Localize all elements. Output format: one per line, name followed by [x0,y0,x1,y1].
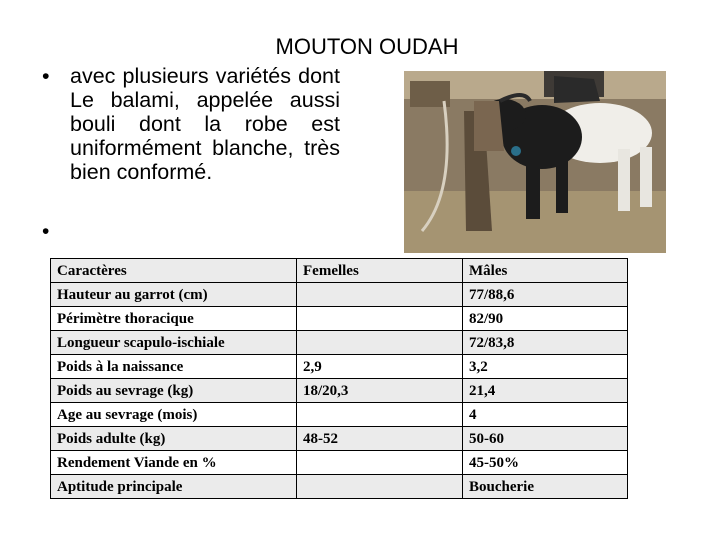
table-cell: 48-52 [297,427,463,451]
slide-title: MOUTON OUDAH [275,34,459,59]
table-row [51,355,628,379]
table-cell: Hauteur au garrot (cm) [51,283,297,307]
header-cell: Caractères [51,259,297,283]
table-cell: Aptitude principale [51,475,297,499]
table-cell: Boucherie [463,475,628,499]
table-cell: 45-50% [463,451,628,475]
table-cell: 4 [463,403,628,427]
bullet-item-1 [40,64,340,184]
table-cell [297,403,463,427]
table-cell [297,451,463,475]
bullet-text: avec plusieurs variétés dont Le balami, appelée aussi bouli dont la robe est uniformément blanche, très bien conformé. [70,64,340,184]
photo-sheep-image [404,71,666,253]
table-cell: 72/83,8 [463,331,628,355]
table-row [51,403,628,427]
table-cell: Longueur scapulo-ischiale [51,331,297,355]
table-row [51,451,628,475]
table-cell [297,283,463,307]
table-header-row [51,259,628,283]
table-row [51,379,628,403]
table-cell: 18/20,3 [297,379,463,403]
sheep-photo-illustration [404,71,666,253]
table-cell [297,331,463,355]
table-cell: Poids à la naissance [51,355,297,379]
bullet-marker: • [42,220,50,243]
table-row [51,427,628,451]
header-cell: Femelles [297,259,463,283]
table-row [51,331,628,355]
table-cell: 3,2 [463,355,628,379]
table-row [51,307,628,331]
characteristics-table [50,258,628,499]
bullet-item-2 [42,220,49,244]
table-row [51,283,628,307]
table-cell: 82/90 [463,307,628,331]
table-cell: 50-60 [463,427,628,451]
table-cell: Rendement Viande en % [51,451,297,475]
table-cell: 2,9 [297,355,463,379]
bullet-marker: • [42,64,50,88]
table-row [51,475,628,499]
bullet-list [40,64,340,184]
header-cell: Mâles [463,259,628,283]
table-cell: Poids au sevrage (kg) [51,379,297,403]
table-cell: Age au sevrage (mois) [51,403,297,427]
table-cell: 77/88,6 [463,283,628,307]
table-cell [297,307,463,331]
table-cell [297,475,463,499]
table-cell: Périmètre thoracique [51,307,297,331]
table-cell: Poids adulte (kg) [51,427,297,451]
table-cell: 21,4 [463,379,628,403]
